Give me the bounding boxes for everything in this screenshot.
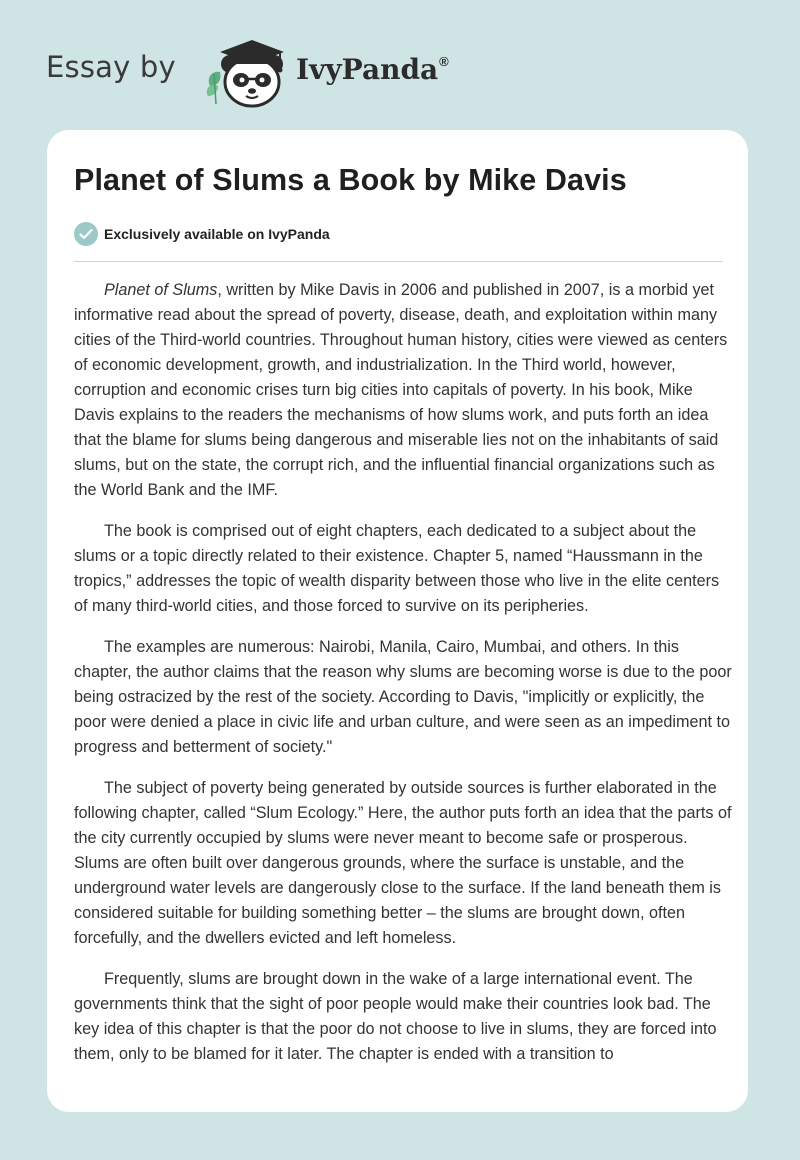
paragraph: The book is comprised out of eight chapters, each dedicated to a subject about the slums or a topic directly related to their existence. Chapter 5, named “Haussmann in the tropics,” addresses the topic of wealth disparity between those who live in the elite centers of many third-world cities, and those forced to survive on its peripheries.	[74, 522, 720, 615]
site-header	[46, 30, 486, 110]
page-title: Planet of Slums a Book by Mike Davis	[74, 163, 627, 197]
paragraph-text: , written by Mike Davis in 2006 and published in 2007, is a morbid yet informative read about the spread of poverty, disease, death, and exploitation within many cities of the Third-world countries. Throughout human history, cities were viewed as centers of economic development, growth, and industrialization. In the Third world, however, corruption and economic crises turn big cities into capitals of poverty. In his book, Mike Davis explains to the readers the mechanisms of how slums work, and puts forth an idea that the blame for slums being dangerous and miserable lies not on the inhabitants of said slums, but on the state, the corrupt rich, and the influential financial organizations such as the World Bank and the IMF.	[74, 281, 728, 499]
article-card	[47, 130, 748, 1112]
exclusive-badge	[74, 222, 330, 246]
book-title-italic: Planet of Slums	[104, 281, 218, 299]
divider	[74, 261, 723, 262]
article-body	[74, 278, 734, 1083]
brand-logo-text[interactable]	[296, 53, 449, 86]
paragraph: The subject of poverty being generated by outside sources is further elaborated in the following chapter, called “Slum Ecology.” Here, the author puts forth an idea that the parts of the city currently occupied by slums were never meant to become safe or prosperous. Slums are often built over dangerous grounds, where the surface is unstable, and the underground water levels are dangerously close to the surface. If the land beneath them is considered suitable for building something better – the slums are brought down, often forcefully, and the dwellers evicted and left homeless.	[74, 779, 732, 947]
paragraph	[74, 278, 734, 503]
paragraph: Frequently, slums are brought down in the wake of a large international event. The governments think that the sight of poor people would make their countries look bad. The key idea of this chapter is that the poor do not choose to live in slums, they are forced into them, only to be blamed for it later. The chapter is ended with a transition to	[74, 970, 717, 1063]
registered-mark: ®	[439, 54, 449, 69]
checkmark-icon	[74, 222, 98, 246]
essay-by-label: Essay by	[46, 50, 176, 84]
brand-name: IvyPanda	[296, 53, 439, 86]
paragraph: The examples are numerous: Nairobi, Manila, Cairo, Mumbai, and others. In this chapter, the author claims that the reason why slums are becoming worse is due to the poor being ostracized by the rest of the society. According to Davis, "implicitly or explicitly, the poor were denied a place in civic life and urban culture, and were seen as an impediment to progress and betterment of society."	[74, 638, 732, 756]
badge-label: Exclusively available on IvyPanda	[104, 226, 330, 242]
panda-logo-icon[interactable]	[202, 34, 292, 110]
